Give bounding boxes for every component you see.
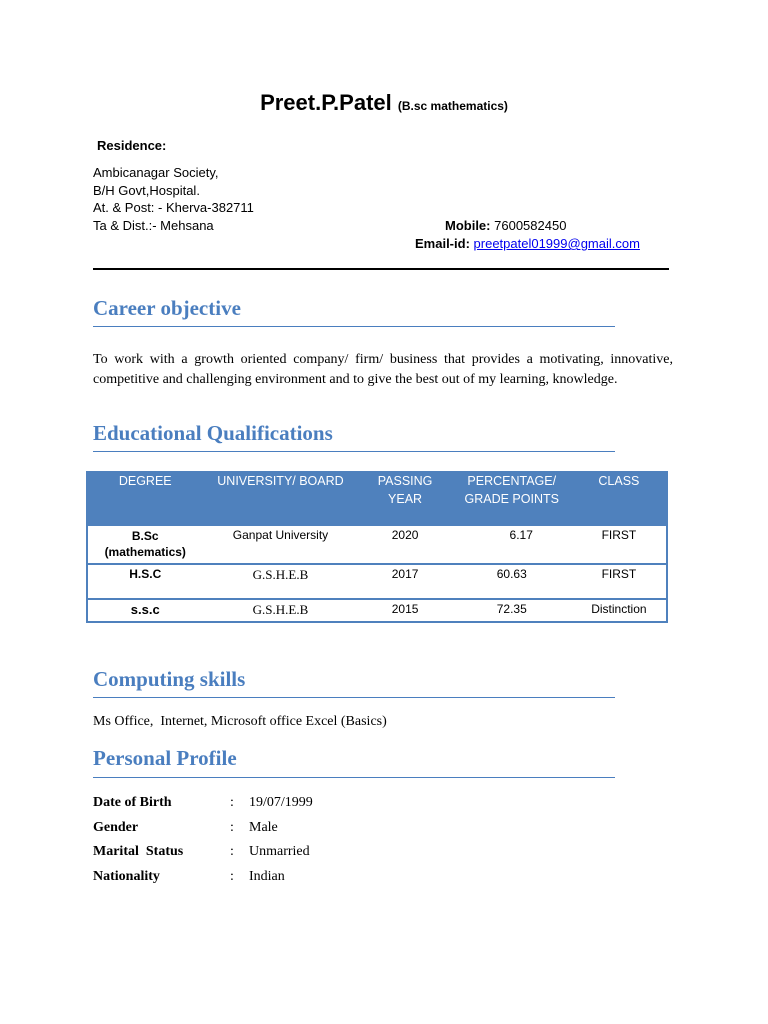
table-header-row	[87, 471, 667, 526]
residence-label: Residence:	[97, 138, 167, 153]
candidate-name: Preet.P.Patel	[260, 90, 392, 115]
cell-degree: H.S.C	[87, 564, 202, 599]
column-header-percentage: PERCENTAGE/ GRADE POINTS	[452, 471, 572, 526]
candidate-degree: (B.sc mathematics)	[397, 99, 508, 113]
computing-text: Ms Office, Internet, Microsoft office Excel (Basics)	[93, 714, 387, 729]
cell-class: Distinction	[572, 599, 667, 622]
cell-percentage: 60.63	[452, 564, 572, 599]
dob-label: Date of Birth	[93, 795, 172, 810]
nationality-label: Nationality	[93, 869, 160, 884]
email-label: Email-id:	[415, 236, 470, 251]
education-table	[86, 471, 668, 623]
cell-degree: s.s.c	[87, 599, 202, 622]
dob-separator: :	[230, 795, 234, 810]
table-row	[87, 526, 667, 564]
gender-separator: :	[230, 820, 234, 835]
address-line-1: Ambicanagar Society,	[93, 165, 219, 180]
education-heading: Educational Qualifications	[93, 421, 333, 445]
education-rule	[93, 451, 615, 452]
cell-percentage: 6.17	[452, 526, 572, 564]
mobile-label: Mobile:	[445, 218, 491, 233]
nationality-separator: :	[230, 869, 234, 884]
marital-status-separator: :	[230, 844, 234, 859]
gender-value: Male	[249, 820, 278, 835]
marital-status-value: Unmarried	[249, 844, 310, 859]
career-heading: Career objective	[93, 296, 241, 320]
address-line-3: At. & Post: - Kherva-382711	[93, 200, 254, 215]
cell-year: 2020	[358, 526, 451, 564]
personal-rule	[93, 777, 615, 778]
career-rule	[93, 326, 615, 327]
column-header-year: PASSING YEAR	[358, 471, 451, 526]
cell-university: Ganpat University	[202, 526, 358, 564]
address-line-2: B/H Govt,Hospital.	[93, 183, 200, 198]
mobile-line	[445, 217, 566, 235]
mobile-value: 7600582450	[494, 218, 567, 233]
email-link[interactable]: preetpatel01999@gmail.com	[473, 236, 640, 251]
cell-class: FIRST	[572, 564, 667, 599]
cell-class: FIRST	[572, 526, 667, 564]
column-header-degree: DEGREE	[87, 471, 202, 526]
cell-year: 2015	[358, 599, 451, 622]
nationality-value: Indian	[249, 869, 285, 884]
table-row	[87, 599, 667, 622]
computing-rule	[93, 697, 615, 698]
cell-year: 2017	[358, 564, 451, 599]
candidate-name-line	[0, 90, 768, 116]
dob-value: 19/07/1999	[249, 795, 313, 810]
gender-label: Gender	[93, 820, 139, 835]
address-line-4: Ta & Dist.:- Mehsana	[93, 218, 214, 233]
column-header-university: UNIVERSITY/ BOARD	[202, 471, 358, 526]
header-divider	[93, 268, 669, 270]
table-row	[87, 564, 667, 599]
cell-university: G.S.H.E.B	[202, 599, 358, 622]
cell-degree: B.Sc (mathematics)	[87, 526, 202, 564]
cell-percentage: 72.35	[452, 599, 572, 622]
personal-heading: Personal Profile	[93, 746, 237, 770]
cell-university: G.S.H.E.B	[202, 564, 358, 599]
column-header-class: CLASS	[572, 471, 667, 526]
email-line	[415, 235, 640, 253]
marital-status-label: Marital Status	[93, 844, 184, 859]
career-text: To work with a growth oriented company/ firm/ business that provides a motivating, innovative, competitive and challenging environment and to give the best out of my learning, knowledge.	[93, 352, 673, 387]
computing-heading: Computing skills	[93, 667, 246, 691]
